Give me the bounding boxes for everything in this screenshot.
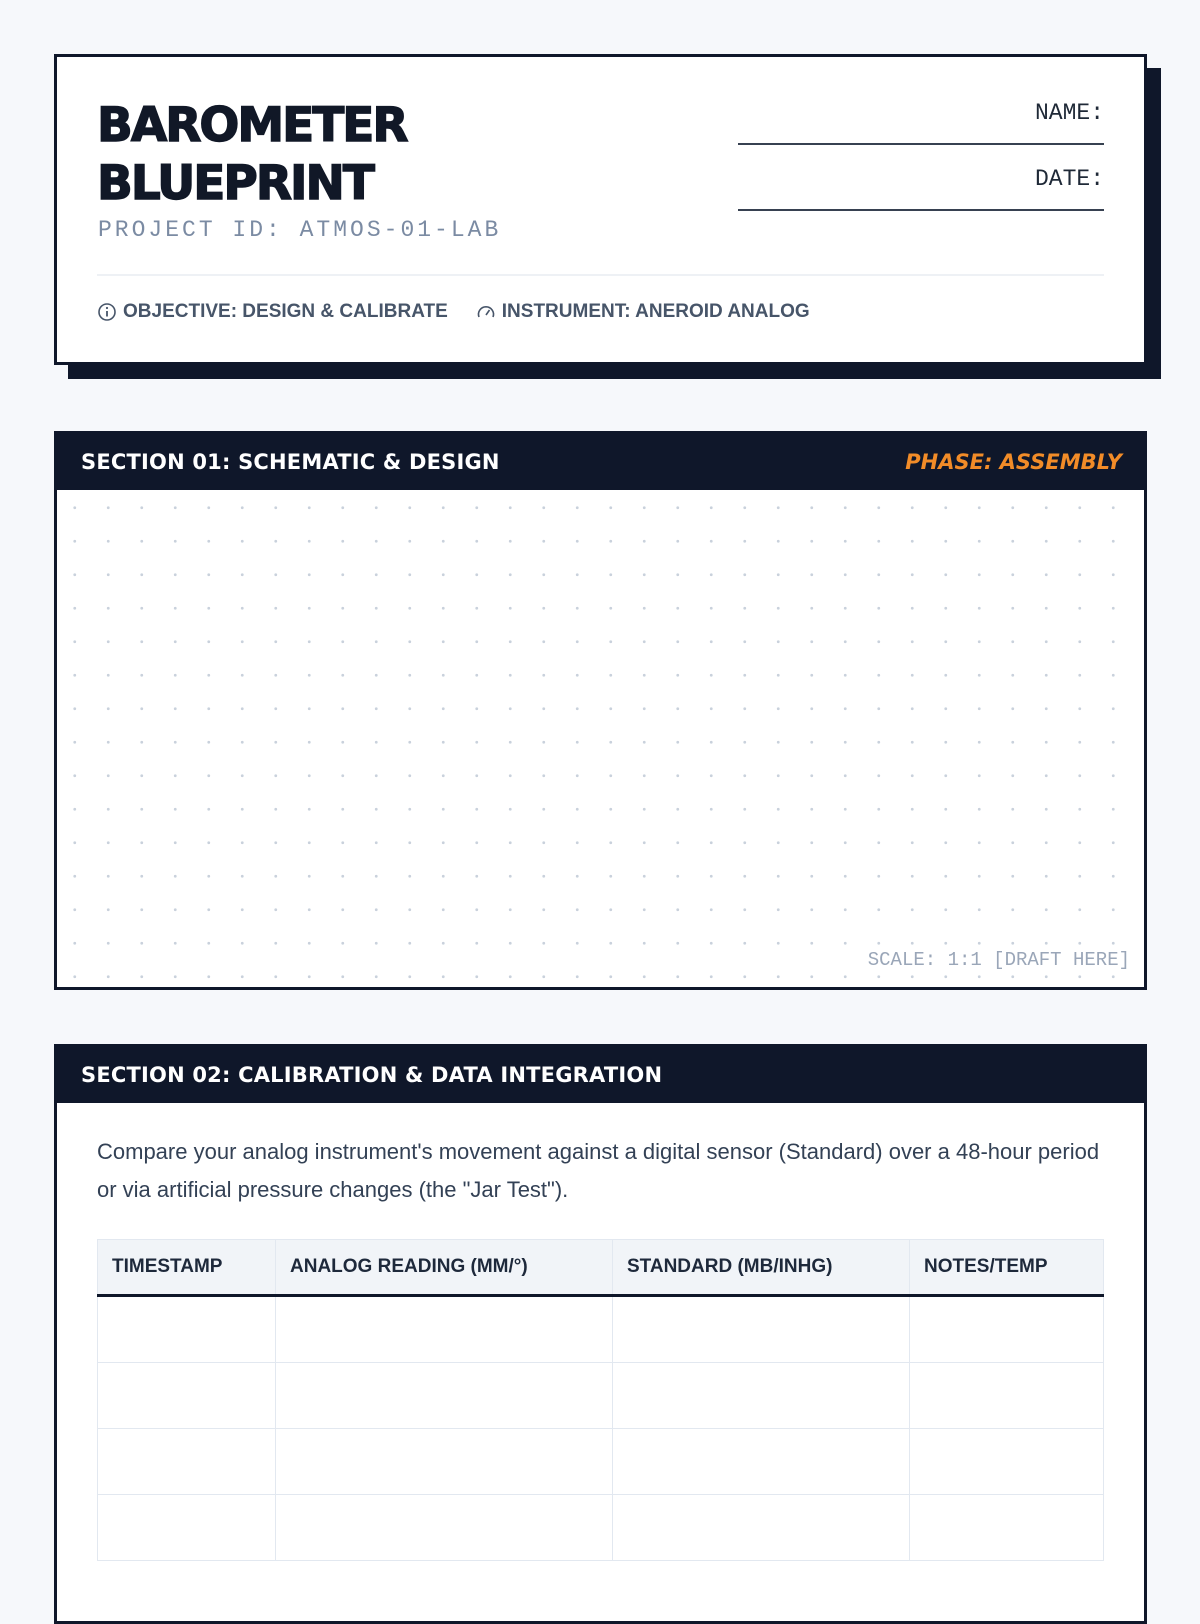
table-cell[interactable]: [98, 1296, 276, 1363]
table-cell[interactable]: [613, 1495, 910, 1561]
table-row: [98, 1363, 1104, 1429]
table-cell[interactable]: [910, 1429, 1104, 1495]
header-divider: [97, 274, 1104, 276]
table-cell[interactable]: [910, 1495, 1104, 1561]
drawing-grid[interactable]: [57, 490, 1144, 987]
date-field[interactable]: [738, 165, 1104, 231]
date-line[interactable]: [738, 209, 1104, 211]
section-title: SECTION 01: SCHEMATIC & DESIGN: [81, 450, 500, 474]
title-line-2: BLUEPRINT: [97, 156, 373, 211]
name-line[interactable]: [738, 143, 1104, 145]
schematic-section: [54, 431, 1147, 990]
table-cell[interactable]: [910, 1363, 1104, 1429]
table-cell[interactable]: [98, 1495, 276, 1561]
table-cell[interactable]: [910, 1296, 1104, 1363]
table-row: [98, 1296, 1104, 1363]
objective-text: OBJECTIVE: DESIGN & CALIBRATE: [123, 301, 448, 322]
objective-item: [97, 301, 448, 323]
name-label: NAME:: [1034, 100, 1104, 126]
table-cell[interactable]: [98, 1429, 276, 1495]
table-cell[interactable]: [613, 1363, 910, 1429]
table-cell[interactable]: [276, 1495, 613, 1561]
table-cell[interactable]: [276, 1296, 613, 1363]
project-id: PROJECT ID: ATMOS-01-LAB: [98, 217, 502, 243]
table-row: [98, 1495, 1104, 1561]
column-header-analog-reading: ANALOG READING (MM/°): [276, 1240, 613, 1296]
info-row: [97, 301, 810, 323]
instrument-text: INSTRUMENT: ANEROID ANALOG: [501, 301, 810, 322]
date-label: DATE:: [1034, 166, 1104, 192]
table-cell[interactable]: [98, 1363, 276, 1429]
calibration-section: [54, 1044, 1147, 1624]
column-header-timestamp: TIMESTAMP: [98, 1240, 276, 1296]
page-title: [97, 97, 407, 213]
name-field[interactable]: [738, 99, 1104, 165]
phase-tag: PHASE: ASSEMBLY: [905, 450, 1122, 474]
section-title: SECTION 02: CALIBRATION & DATA INTEGRATION: [81, 1063, 663, 1087]
table-header-row: [98, 1240, 1104, 1296]
table-row: [98, 1429, 1104, 1495]
scale-note: SCALE: 1:1 [DRAFT HERE]: [867, 949, 1130, 971]
column-header-notes: NOTES/TEMP: [910, 1240, 1104, 1296]
info-circle-icon: [97, 302, 117, 322]
section-header: [57, 1047, 1144, 1103]
section-header: [57, 434, 1144, 490]
table-cell[interactable]: [276, 1363, 613, 1429]
table-cell[interactable]: [613, 1429, 910, 1495]
section-description: Compare your analog instrument's movement against a digital sensor (Standard) over a 48-hour period or via artificial pressure changes (the "Jar Test").: [97, 1139, 1100, 1202]
section-body: [57, 1103, 1144, 1561]
instrument-item: [476, 301, 810, 323]
table-cell[interactable]: [613, 1296, 910, 1363]
gauge-icon: [476, 302, 496, 322]
meta-fields: [738, 99, 1104, 231]
column-header-standard: STANDARD (MB/INHG): [613, 1240, 910, 1296]
header-card: [54, 54, 1147, 365]
table-cell[interactable]: [276, 1429, 613, 1495]
title-line-1: BAROMETER: [97, 98, 407, 153]
calibration-table: [97, 1239, 1104, 1561]
